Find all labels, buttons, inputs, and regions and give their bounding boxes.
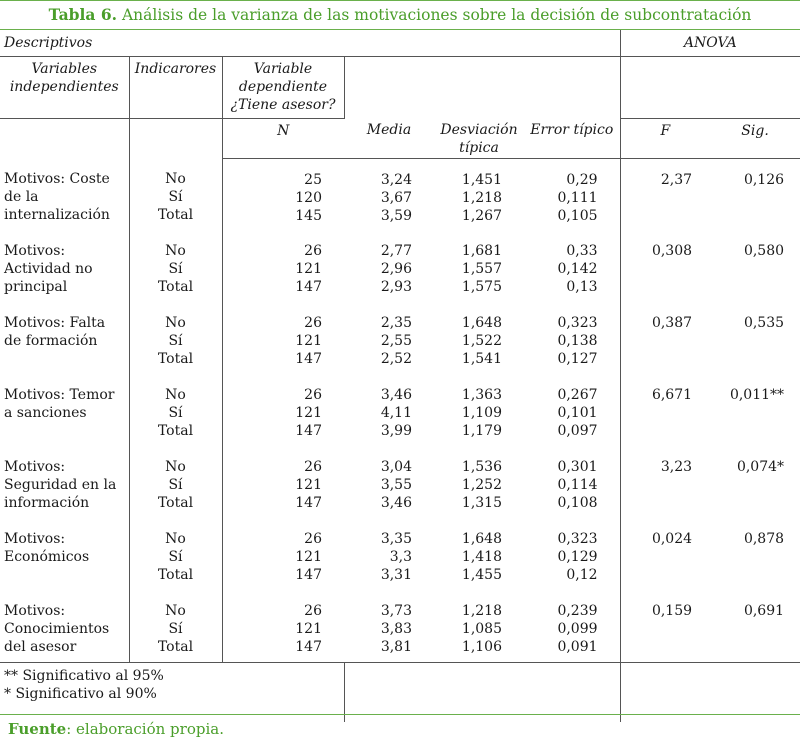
significance-note: ** Significativo al 95% <box>4 667 164 684</box>
error-value-value: 0,129 <box>557 549 598 565</box>
header-descriptivos: Descriptivos <box>0 30 620 56</box>
media-value-value: 3,31 <box>380 567 412 583</box>
desv-value-value: 1,109 <box>461 405 502 421</box>
variable-name: Motivos: Falta de formación <box>4 315 106 349</box>
indicator-value: Total <box>157 351 194 367</box>
header-blank-2 <box>129 118 222 158</box>
media-value-value: 3,35 <box>380 531 412 547</box>
desv-value-value: 1,085 <box>461 621 502 637</box>
desv-value-value: 1,557 <box>461 261 502 277</box>
n-value-value: 121 <box>295 621 322 637</box>
f-value: 0,159 <box>620 590 710 662</box>
sig-value: 0,691 <box>743 603 785 619</box>
error-value-value: 0,138 <box>557 333 598 349</box>
table-caption <box>0 0 800 30</box>
header-sig: Sig. <box>710 118 800 158</box>
media-value <box>344 302 434 374</box>
error-value-value: 0,29 <box>566 171 598 188</box>
f-value: 0,387 <box>620 302 710 374</box>
indicator-value: Total <box>157 639 194 655</box>
n-value-value: 121 <box>295 405 322 421</box>
variable-name: Motivos: Seguridad en la información <box>4 459 117 511</box>
media-value-value: 3,59 <box>380 207 412 224</box>
sig-value: 0,878 <box>743 531 785 547</box>
desv-value-value: 1,455 <box>461 567 502 583</box>
indicator <box>129 446 222 518</box>
notes-empty <box>344 662 620 722</box>
indicator-value: No <box>165 603 186 619</box>
n-value <box>222 446 344 518</box>
desv-value-value: 1,575 <box>461 279 502 295</box>
f-value: 6,671 <box>620 374 710 446</box>
caption-label: Tabla 6. <box>48 5 118 24</box>
table-row <box>0 230 800 302</box>
indicator-value: No <box>165 387 186 403</box>
desv-value-value: 1,681 <box>461 243 502 259</box>
indicator-value: No <box>165 171 186 187</box>
desv-value-value: 1,363 <box>461 387 502 403</box>
n-value-value: 25 <box>304 171 322 188</box>
variable-name: Motivos: Temor a sanciones <box>4 387 115 421</box>
header-empty <box>344 56 620 118</box>
header-n: N <box>222 118 344 158</box>
media-value-value: 3,24 <box>380 171 412 188</box>
error-value <box>524 518 620 590</box>
notes-cell <box>0 662 344 722</box>
n-value-value: 26 <box>304 243 322 259</box>
error-value-value: 0,105 <box>557 207 598 224</box>
n-value <box>222 158 344 230</box>
header-error: Error típico <box>524 118 620 158</box>
n-value-value: 145 <box>295 207 322 224</box>
desv-value <box>434 590 524 662</box>
error-value <box>524 446 620 518</box>
media-value-value: 4,11 <box>380 405 412 421</box>
footer-label: Fuente <box>8 720 67 738</box>
indicator-value: Sí <box>168 333 183 349</box>
media-value-value: 2,35 <box>380 315 412 331</box>
media-value <box>344 590 434 662</box>
variable-name: Motivos: Actividad no principal <box>4 243 93 295</box>
media-value-value: 3,46 <box>380 387 412 403</box>
table-row <box>0 158 800 230</box>
header-var-indep: Variables independientes <box>0 56 129 118</box>
desv-value <box>434 230 524 302</box>
media-value <box>344 518 434 590</box>
indicator-value: Sí <box>168 405 183 421</box>
indicator-value: Sí <box>168 477 183 493</box>
media-value-value: 3,04 <box>380 459 412 475</box>
desv-value-value: 1,218 <box>461 189 502 206</box>
media-value-value: 3,99 <box>380 423 412 439</box>
n-value-value: 26 <box>304 315 322 331</box>
table-footer <box>0 714 800 744</box>
media-value-value: 2,52 <box>380 351 412 367</box>
indicator <box>129 158 222 230</box>
n-value <box>222 374 344 446</box>
error-value-value: 0,108 <box>557 495 598 511</box>
media-value-value: 2,77 <box>380 243 412 259</box>
indicator-value: Sí <box>168 261 183 277</box>
n-value-value: 147 <box>295 639 322 655</box>
n-value-value: 147 <box>295 279 322 295</box>
desv-value-value: 1,541 <box>461 351 502 367</box>
error-value-value: 0,12 <box>566 567 598 583</box>
media-value-value: 3,81 <box>380 639 412 655</box>
significance-note: * Significativo al 90% <box>4 685 157 702</box>
desv-value-value: 1,179 <box>461 423 502 439</box>
sig-value: 0,011** <box>729 387 785 403</box>
media-value-value: 3,46 <box>380 495 412 511</box>
indicator-value: Total <box>157 567 194 583</box>
error-value-value: 0,097 <box>557 423 598 439</box>
desv-value-value: 1,418 <box>461 549 502 565</box>
indicator-value: No <box>165 459 186 475</box>
indicator-value: Total <box>157 495 194 511</box>
sig-value: 0,126 <box>743 171 785 188</box>
n-value <box>222 590 344 662</box>
n-value-value: 147 <box>295 423 322 439</box>
desv-value-value: 1,252 <box>461 477 502 493</box>
indicator-value: No <box>165 531 186 547</box>
error-value <box>524 590 620 662</box>
n-value-value: 147 <box>295 351 322 367</box>
media-value-value: 2,93 <box>380 279 412 295</box>
error-value-value: 0,111 <box>557 189 598 206</box>
indicator-value: Total <box>157 423 194 439</box>
error-value-value: 0,323 <box>557 531 598 547</box>
indicator <box>129 518 222 590</box>
indicator <box>129 230 222 302</box>
desv-value <box>434 158 524 230</box>
header-anova: ANOVA <box>620 30 800 56</box>
desv-value-value: 1,648 <box>461 531 502 547</box>
media-value-value: 3,67 <box>380 189 412 206</box>
error-value-value: 0,114 <box>557 477 598 493</box>
header-indicadores: Indicarores <box>129 56 222 118</box>
header-row-2 <box>0 56 800 118</box>
n-value-value: 147 <box>295 567 322 583</box>
error-value-value: 0,33 <box>566 243 598 259</box>
header-var-dep: Variable dependiente ¿Tiene asesor? <box>222 56 344 118</box>
variable-name: Motivos: Económicos <box>4 531 90 565</box>
indicator-value: Sí <box>168 621 183 637</box>
indicator-value: Total <box>157 279 194 295</box>
header-media: Media <box>344 118 434 158</box>
desv-value-value: 1,267 <box>461 207 502 224</box>
n-value-value: 26 <box>304 603 322 619</box>
error-value-value: 0,323 <box>557 315 598 331</box>
sig-value: 0,580 <box>743 243 785 259</box>
f-value: 2,37 <box>620 158 710 230</box>
media-value <box>344 446 434 518</box>
footer-text: : elaboración propia. <box>66 720 224 738</box>
n-value-value: 121 <box>295 261 322 277</box>
indicator <box>129 374 222 446</box>
error-value-value: 0,101 <box>557 405 598 421</box>
indicator-value: Sí <box>168 549 183 565</box>
n-value-value: 121 <box>295 477 322 493</box>
error-value-value: 0,127 <box>557 351 598 367</box>
indicator-value: Sí <box>168 189 183 205</box>
error-value-value: 0,142 <box>557 261 598 277</box>
media-value-value: 2,96 <box>380 261 412 277</box>
media-value <box>344 158 434 230</box>
n-value-value: 147 <box>295 495 322 511</box>
error-value <box>524 302 620 374</box>
indicator-value: Total <box>157 207 194 223</box>
header-desv: Desviación típica <box>434 118 524 158</box>
media-value <box>344 230 434 302</box>
table-row <box>0 446 800 518</box>
error-value-value: 0,267 <box>557 387 598 403</box>
table-row <box>0 590 800 662</box>
desv-value-value: 1,536 <box>461 459 502 475</box>
desv-value-value: 1,451 <box>461 171 502 188</box>
n-value-value: 121 <box>295 549 322 565</box>
n-value-value: 120 <box>295 189 322 206</box>
media-value-value: 3,3 <box>389 549 412 565</box>
error-value-value: 0,099 <box>557 621 598 637</box>
variable-name: Motivos: Conocimientos del asesor <box>4 603 110 655</box>
n-value <box>222 302 344 374</box>
media-value <box>344 374 434 446</box>
desv-value-value: 1,522 <box>461 333 502 349</box>
error-value-value: 0,13 <box>566 279 598 295</box>
desv-value-value: 1,315 <box>461 495 502 511</box>
sig-value: 0,535 <box>743 315 785 331</box>
n-value-value: 26 <box>304 387 322 403</box>
sig-value: 0,074* <box>736 459 785 475</box>
error-value-value: 0,091 <box>557 639 598 655</box>
n-value <box>222 230 344 302</box>
f-value: 3,23 <box>620 446 710 518</box>
n-value <box>222 518 344 590</box>
anova-table <box>0 30 800 722</box>
desv-value-value: 1,106 <box>461 639 502 655</box>
indicator <box>129 302 222 374</box>
notes-row <box>0 662 800 722</box>
indicator <box>129 590 222 662</box>
header-row-1 <box>0 30 800 56</box>
desv-value-value: 1,218 <box>461 603 502 619</box>
f-value: 0,024 <box>620 518 710 590</box>
header-row-3 <box>0 118 800 158</box>
error-value-value: 0,301 <box>557 459 598 475</box>
media-value-value: 3,55 <box>380 477 412 493</box>
media-value-value: 3,73 <box>380 603 412 619</box>
table-row <box>0 374 800 446</box>
header-f: F <box>620 118 710 158</box>
indicator-value: No <box>165 243 186 259</box>
table-row <box>0 302 800 374</box>
n-value-value: 26 <box>304 531 322 547</box>
n-value-value: 121 <box>295 333 322 349</box>
error-value <box>524 230 620 302</box>
caption-text: Análisis de la varianza de las motivaciones sobre la decisión de subcontratación <box>121 6 752 24</box>
error-value-value: 0,239 <box>557 603 598 619</box>
header-blank-1 <box>0 118 129 158</box>
desv-value <box>434 302 524 374</box>
variable-name: Motivos: Coste de la internalización <box>4 171 110 223</box>
f-value: 0,308 <box>620 230 710 302</box>
notes-empty-anova <box>620 662 800 722</box>
desv-value <box>434 446 524 518</box>
media-value-value: 3,83 <box>380 621 412 637</box>
error-value <box>524 374 620 446</box>
table-row <box>0 518 800 590</box>
desv-value <box>434 518 524 590</box>
error-value <box>524 158 620 230</box>
desv-value-value: 1,648 <box>461 315 502 331</box>
indicator-value: No <box>165 315 186 331</box>
n-value-value: 26 <box>304 459 322 475</box>
header-empty-anova <box>620 56 800 118</box>
desv-value <box>434 374 524 446</box>
media-value-value: 2,55 <box>380 333 412 349</box>
